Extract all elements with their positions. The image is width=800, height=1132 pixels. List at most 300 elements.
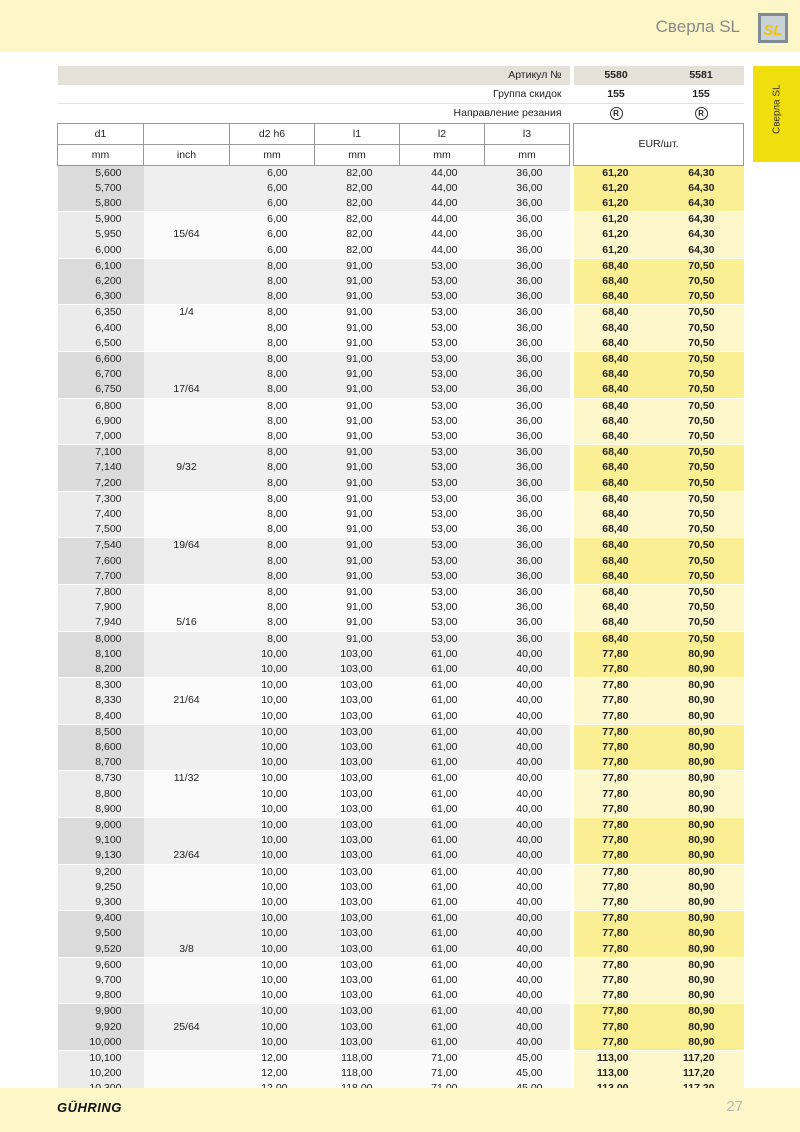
d1-value: 9,800 (58, 988, 144, 1004)
d2-value: 10,00 (230, 911, 315, 927)
l1-value: 91,00 (315, 429, 400, 445)
l2-value: 53,00 (400, 382, 485, 398)
table-row (58, 678, 744, 694)
price-5580: 77,80 (574, 988, 659, 1004)
inch-value (144, 787, 230, 802)
price-5580: 68,40 (574, 584, 659, 600)
inch-value (144, 289, 230, 305)
l1-value: 91,00 (315, 305, 400, 321)
d1-value: 6,750 (58, 382, 144, 398)
brand-logo: GÜHRING (57, 1100, 122, 1115)
price-5580: 68,40 (574, 429, 659, 445)
d2-value: 8,00 (230, 507, 315, 522)
l1-value: 91,00 (315, 351, 400, 367)
unit-header: inch (144, 144, 230, 165)
d1-value: 6,700 (58, 367, 144, 382)
inch-value (144, 569, 230, 585)
inch-value (144, 709, 230, 725)
price-5580: 68,40 (574, 631, 659, 647)
table-row (58, 755, 744, 771)
l1-value: 91,00 (315, 367, 400, 382)
article-info-value (659, 104, 744, 124)
logo-text: SL (763, 22, 783, 39)
l2-value: 53,00 (400, 491, 485, 507)
l2-value: 61,00 (400, 787, 485, 802)
d1-value: 6,500 (58, 336, 144, 352)
price-5580: 68,40 (574, 258, 659, 274)
l3-value: 40,00 (485, 973, 570, 988)
d1-value: 8,000 (58, 631, 144, 647)
d2-value: 10,00 (230, 1004, 315, 1020)
price-5580: 68,40 (574, 398, 659, 414)
table-row (58, 491, 744, 507)
inch-value (144, 988, 230, 1004)
d2-value: 8,00 (230, 631, 315, 647)
l2-value: 53,00 (400, 554, 485, 569)
price-5580: 77,80 (574, 957, 659, 973)
inch-value (144, 911, 230, 927)
article-info-value (574, 104, 659, 124)
price-5580: 61,20 (574, 212, 659, 228)
price-5581: 80,90 (659, 895, 744, 911)
l1-value: 82,00 (315, 165, 400, 181)
cutting-direction-icon: R (610, 107, 623, 120)
l1-value: 103,00 (315, 818, 400, 834)
l3-value: 36,00 (485, 336, 570, 352)
table-row (58, 554, 744, 569)
price-5580: 61,20 (574, 165, 659, 181)
l3-value: 36,00 (485, 554, 570, 569)
d2-value: 10,00 (230, 957, 315, 973)
price-5580: 68,40 (574, 491, 659, 507)
d2-value: 8,00 (230, 476, 315, 492)
l3-value: 40,00 (485, 942, 570, 958)
inch-value (144, 724, 230, 740)
d1-value: 7,900 (58, 600, 144, 615)
l3-value: 45,00 (485, 1051, 570, 1067)
inch-value (144, 476, 230, 492)
price-5581: 80,90 (659, 911, 744, 927)
inch-value (144, 367, 230, 382)
article-info-value: 155 (574, 85, 659, 104)
inch-value (144, 1004, 230, 1020)
l2-value: 61,00 (400, 693, 485, 708)
inch-value (144, 584, 230, 600)
inch-value: 17/64 (144, 382, 230, 398)
l3-value: 36,00 (485, 460, 570, 475)
price-5580: 68,40 (574, 476, 659, 492)
price-5581: 64,30 (659, 227, 744, 242)
d1-value: 8,700 (58, 755, 144, 771)
price-5580: 68,40 (574, 507, 659, 522)
price-5580: 68,40 (574, 554, 659, 569)
d2-value: 10,00 (230, 662, 315, 678)
l3-value: 36,00 (485, 631, 570, 647)
l3-value: 40,00 (485, 848, 570, 864)
l3-value: 36,00 (485, 538, 570, 554)
price-5580: 77,80 (574, 1035, 659, 1051)
price-5581: 70,50 (659, 258, 744, 274)
table-row (58, 709, 744, 725)
l1-value: 103,00 (315, 802, 400, 818)
article-info-label: Артикул № (58, 66, 570, 85)
l1-value: 91,00 (315, 382, 400, 398)
table-row (58, 507, 744, 522)
price-5580: 77,80 (574, 1020, 659, 1035)
l2-value: 53,00 (400, 538, 485, 554)
l1-value: 118,00 (315, 1066, 400, 1081)
table-row (58, 662, 744, 678)
inch-value (144, 864, 230, 880)
l1-value: 82,00 (315, 181, 400, 196)
table-row (58, 1066, 744, 1081)
d1-value: 9,250 (58, 880, 144, 895)
d1-value: 6,000 (58, 243, 144, 259)
l2-value: 61,00 (400, 1004, 485, 1020)
price-5580: 68,40 (574, 522, 659, 538)
l1-value: 91,00 (315, 538, 400, 554)
l3-value: 36,00 (485, 507, 570, 522)
d2-value: 8,00 (230, 569, 315, 585)
price-5581: 80,90 (659, 740, 744, 755)
l2-value: 61,00 (400, 647, 485, 662)
d2-value: 10,00 (230, 880, 315, 895)
table-row (58, 351, 744, 367)
inch-value (144, 398, 230, 414)
price-5581: 80,90 (659, 988, 744, 1004)
d2-value: 8,00 (230, 321, 315, 336)
inch-value (144, 802, 230, 818)
l1-value: 103,00 (315, 693, 400, 708)
price-5580: 77,80 (574, 678, 659, 694)
price-5581: 80,90 (659, 864, 744, 880)
inch-value (144, 429, 230, 445)
l1-value: 103,00 (315, 647, 400, 662)
d1-value: 8,900 (58, 802, 144, 818)
l1-value: 91,00 (315, 445, 400, 461)
d1-value: 9,100 (58, 833, 144, 848)
l2-value: 61,00 (400, 709, 485, 725)
l3-value: 36,00 (485, 289, 570, 305)
l1-value: 103,00 (315, 740, 400, 755)
table-row (58, 305, 744, 321)
d2-value: 10,00 (230, 895, 315, 911)
l1-value: 91,00 (315, 289, 400, 305)
inch-value (144, 243, 230, 259)
price-5581: 80,90 (659, 802, 744, 818)
l3-value: 40,00 (485, 724, 570, 740)
l2-value: 61,00 (400, 771, 485, 787)
l2-value: 71,00 (400, 1066, 485, 1081)
price-5580: 77,80 (574, 911, 659, 927)
price-5581: 70,50 (659, 429, 744, 445)
table-row (58, 771, 744, 787)
price-5580: 77,80 (574, 926, 659, 941)
l3-value: 40,00 (485, 895, 570, 911)
d1-value: 10,000 (58, 1035, 144, 1051)
price-5580: 68,40 (574, 289, 659, 305)
d1-value: 7,400 (58, 507, 144, 522)
l2-value: 53,00 (400, 414, 485, 429)
d1-value: 7,000 (58, 429, 144, 445)
d1-value: 9,300 (58, 895, 144, 911)
d2-value: 8,00 (230, 367, 315, 382)
inch-value (144, 212, 230, 228)
l1-value: 91,00 (315, 414, 400, 429)
l1-value: 91,00 (315, 584, 400, 600)
inch-value (144, 678, 230, 694)
l2-value: 53,00 (400, 476, 485, 492)
d1-value: 6,100 (58, 258, 144, 274)
price-5581: 64,30 (659, 212, 744, 228)
l1-value: 103,00 (315, 848, 400, 864)
price-5581: 70,50 (659, 538, 744, 554)
l3-value: 40,00 (485, 864, 570, 880)
column-header: l2 (400, 123, 485, 144)
price-5580: 61,20 (574, 227, 659, 242)
d1-value: 9,500 (58, 926, 144, 941)
price-5580: 68,40 (574, 460, 659, 475)
d1-value: 10,100 (58, 1051, 144, 1067)
l2-value: 53,00 (400, 321, 485, 336)
price-5581: 80,90 (659, 1020, 744, 1035)
price-5581: 80,90 (659, 833, 744, 848)
price-5580: 77,80 (574, 787, 659, 802)
price-5581: 80,90 (659, 771, 744, 787)
table-row (58, 647, 744, 662)
d1-value: 8,600 (58, 740, 144, 755)
price-5580: 77,80 (574, 1004, 659, 1020)
l3-value: 40,00 (485, 926, 570, 941)
price-5581: 117,20 (659, 1051, 744, 1067)
table-row (58, 957, 744, 973)
d2-value: 6,00 (230, 212, 315, 228)
inch-value (144, 336, 230, 352)
table-row (58, 740, 744, 755)
price-5581: 64,30 (659, 181, 744, 196)
column-header (144, 123, 230, 144)
d2-value: 6,00 (230, 181, 315, 196)
l2-value: 53,00 (400, 305, 485, 321)
table-row (58, 538, 744, 554)
d2-value: 10,00 (230, 1020, 315, 1035)
d1-value: 6,600 (58, 351, 144, 367)
price-5581: 80,90 (659, 693, 744, 708)
inch-value (144, 414, 230, 429)
inch-value: 1/4 (144, 305, 230, 321)
table-row (58, 973, 744, 988)
l3-value: 36,00 (485, 321, 570, 336)
price-5580: 77,80 (574, 880, 659, 895)
l2-value: 61,00 (400, 973, 485, 988)
l3-value: 36,00 (485, 615, 570, 631)
l3-value: 40,00 (485, 755, 570, 771)
price-5581: 70,50 (659, 631, 744, 647)
price-5580: 68,40 (574, 538, 659, 554)
price-5580: 68,40 (574, 351, 659, 367)
d1-value: 7,600 (58, 554, 144, 569)
price-5581: 80,90 (659, 678, 744, 694)
d1-value: 7,140 (58, 460, 144, 475)
l2-value: 61,00 (400, 740, 485, 755)
l3-value: 40,00 (485, 1004, 570, 1020)
d2-value: 10,00 (230, 833, 315, 848)
d1-value: 7,200 (58, 476, 144, 492)
l1-value: 91,00 (315, 460, 400, 475)
l2-value: 53,00 (400, 258, 485, 274)
l1-value: 103,00 (315, 755, 400, 771)
d1-value: 9,700 (58, 973, 144, 988)
d1-value: 9,400 (58, 911, 144, 927)
unit-header: mm (58, 144, 144, 165)
price-5580: 77,80 (574, 864, 659, 880)
side-tab[interactable] (753, 66, 800, 162)
l1-value: 91,00 (315, 258, 400, 274)
inch-value: 25/64 (144, 1020, 230, 1035)
l2-value: 44,00 (400, 196, 485, 212)
d1-value: 9,000 (58, 818, 144, 834)
l2-value: 61,00 (400, 957, 485, 973)
price-5581: 80,90 (659, 957, 744, 973)
inch-value (144, 755, 230, 771)
d1-value: 8,800 (58, 787, 144, 802)
price-5580: 77,80 (574, 709, 659, 725)
inch-value (144, 973, 230, 988)
d2-value: 8,00 (230, 538, 315, 554)
l2-value: 61,00 (400, 1035, 485, 1051)
d2-value: 10,00 (230, 942, 315, 958)
l3-value: 40,00 (485, 647, 570, 662)
price-5581: 70,50 (659, 336, 744, 352)
l1-value: 91,00 (315, 321, 400, 336)
inch-value: 3/8 (144, 942, 230, 958)
d1-value: 8,100 (58, 647, 144, 662)
price-5581: 70,50 (659, 600, 744, 615)
price-5581: 70,50 (659, 305, 744, 321)
d2-value: 8,00 (230, 258, 315, 274)
l3-value: 36,00 (485, 382, 570, 398)
l2-value: 44,00 (400, 181, 485, 196)
l3-value: 36,00 (485, 522, 570, 538)
l3-value: 40,00 (485, 818, 570, 834)
l2-value: 53,00 (400, 289, 485, 305)
inch-value (144, 1035, 230, 1051)
inch-value (144, 181, 230, 196)
d1-value: 8,200 (58, 662, 144, 678)
d1-value: 9,200 (58, 864, 144, 880)
l3-value: 40,00 (485, 1020, 570, 1035)
l2-value: 53,00 (400, 274, 485, 289)
d2-value: 10,00 (230, 864, 315, 880)
d1-value: 6,900 (58, 414, 144, 429)
article-info-value: 5580 (574, 66, 659, 85)
l2-value: 61,00 (400, 818, 485, 834)
l3-value: 36,00 (485, 398, 570, 414)
l2-value: 53,00 (400, 569, 485, 585)
l1-value: 103,00 (315, 771, 400, 787)
l3-value: 40,00 (485, 678, 570, 694)
l2-value: 61,00 (400, 942, 485, 958)
column-header: d1 (58, 123, 144, 144)
price-5580: 77,80 (574, 755, 659, 771)
l3-value: 36,00 (485, 351, 570, 367)
l3-value: 40,00 (485, 662, 570, 678)
price-header: EUR/шт. (574, 123, 744, 165)
price-5581: 80,90 (659, 787, 744, 802)
price-5580: 77,80 (574, 647, 659, 662)
d1-value: 7,700 (58, 569, 144, 585)
l2-value: 53,00 (400, 522, 485, 538)
l3-value: 36,00 (485, 274, 570, 289)
l2-value: 53,00 (400, 445, 485, 461)
l1-value: 103,00 (315, 988, 400, 1004)
d2-value: 6,00 (230, 165, 315, 181)
article-info-value: 155 (659, 85, 744, 104)
inch-value (144, 647, 230, 662)
table-row (58, 864, 744, 880)
table-row (58, 802, 744, 818)
inch-value (144, 196, 230, 212)
inch-value (144, 740, 230, 755)
table-row (58, 848, 744, 864)
d1-value: 6,200 (58, 274, 144, 289)
l3-value: 40,00 (485, 693, 570, 708)
d2-value: 8,00 (230, 382, 315, 398)
d1-value: 5,950 (58, 227, 144, 242)
l1-value: 82,00 (315, 227, 400, 242)
price-5581: 80,90 (659, 926, 744, 941)
price-5580: 68,40 (574, 336, 659, 352)
price-5581: 70,50 (659, 491, 744, 507)
table-row (58, 336, 744, 352)
d1-value: 9,520 (58, 942, 144, 958)
table-row (58, 631, 744, 647)
d1-value: 8,300 (58, 678, 144, 694)
d2-value: 8,00 (230, 554, 315, 569)
inch-value (144, 631, 230, 647)
table-row (58, 258, 744, 274)
d2-value: 10,00 (230, 988, 315, 1004)
price-5581: 70,50 (659, 584, 744, 600)
l2-value: 61,00 (400, 802, 485, 818)
table-row (58, 243, 744, 259)
l3-value: 36,00 (485, 600, 570, 615)
l1-value: 91,00 (315, 507, 400, 522)
l3-value: 40,00 (485, 880, 570, 895)
article-info-label: Направление резания (453, 107, 562, 119)
d2-value: 8,00 (230, 445, 315, 461)
l1-value: 103,00 (315, 678, 400, 694)
price-5581: 80,90 (659, 942, 744, 958)
l1-value: 91,00 (315, 476, 400, 492)
page-title: Сверла SL (655, 17, 740, 36)
table-row (58, 227, 744, 242)
price-5581: 70,50 (659, 398, 744, 414)
page-number: 27 (726, 1098, 743, 1115)
article-info-label: Группа скидок (58, 85, 570, 104)
table-row (58, 1004, 744, 1020)
price-5580: 77,80 (574, 693, 659, 708)
d2-value: 10,00 (230, 755, 315, 771)
inch-value (144, 926, 230, 941)
l2-value: 53,00 (400, 351, 485, 367)
l2-value: 53,00 (400, 615, 485, 631)
d2-value: 8,00 (230, 274, 315, 289)
d2-value: 10,00 (230, 848, 315, 864)
d2-value: 6,00 (230, 196, 315, 212)
price-5580: 68,40 (574, 445, 659, 461)
price-5580: 77,80 (574, 771, 659, 787)
